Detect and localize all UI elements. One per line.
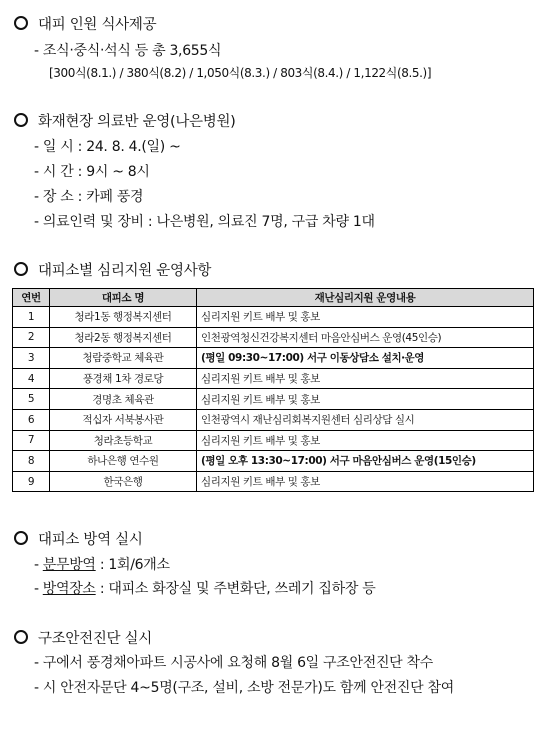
row-shelter-name: 하나은행 연수원 bbox=[50, 451, 197, 472]
table-row bbox=[13, 451, 534, 472]
header-no: 연번 bbox=[13, 289, 50, 307]
shelter-support-table bbox=[12, 288, 534, 492]
disinfection-method-line: - 분무방역 : 1회/6개소 bbox=[34, 557, 170, 573]
medical-staff-line: - 의료인력 및 장비 : 나은병원, 의료진 7명, 구급 차량 1대 bbox=[34, 214, 375, 230]
row-shelter-name: 경명초 체육관 bbox=[50, 389, 197, 410]
row-no: 7 bbox=[13, 430, 50, 451]
row-shelter-name: 청라초등학교 bbox=[50, 430, 197, 451]
structural-safety-line-1: - 구에서 풍경채아파트 시공사에 요청해 8월 6일 구조안전진단 착수 bbox=[34, 655, 433, 671]
row-shelter-name: 청라2동 행정복지센터 bbox=[50, 327, 197, 348]
circle-bullet-icon bbox=[14, 16, 28, 30]
structural-safety-line-2: - 시 안전자문단 4~5명(구조, 설비, 소방 전문가)도 함께 안전진단 참여 bbox=[34, 680, 454, 696]
row-no: 9 bbox=[13, 471, 50, 492]
row-shelter-name: 청람중학교 체육관 bbox=[50, 348, 197, 369]
section-heading-psych-support: 대피소별 심리지원 운영사항 bbox=[14, 259, 211, 280]
table-row bbox=[13, 368, 534, 389]
row-support-content: 심리지원 키트 배부 및 홍보 bbox=[197, 389, 534, 410]
medical-place-line: - 장 소 : 카페 풍경 bbox=[34, 189, 144, 205]
disinfection-place-label: 방역장소 bbox=[42, 581, 96, 597]
row-shelter-name: 한국은행 bbox=[50, 471, 197, 492]
circle-bullet-icon bbox=[14, 630, 28, 644]
row-no: 8 bbox=[13, 451, 50, 472]
row-support-content: 심리지원 키트 배부 및 홍보 bbox=[197, 471, 534, 492]
row-no: 3 bbox=[13, 348, 50, 369]
medical-time-line: - 시 간 : 9시 ~ 8시 bbox=[34, 164, 150, 180]
row-no: 1 bbox=[13, 307, 50, 328]
header-shelter-name: 대피소 명 bbox=[50, 289, 197, 307]
circle-bullet-icon bbox=[14, 113, 28, 127]
row-shelter-name: 청라1동 행정복지센터 bbox=[50, 307, 197, 328]
row-no: 2 bbox=[13, 327, 50, 348]
row-shelter-name: 풍경채 1차 경로당 bbox=[50, 368, 197, 389]
table-row bbox=[13, 430, 534, 451]
row-support-content: 심리지원 키트 배부 및 홍보 bbox=[197, 368, 534, 389]
row-no: 4 bbox=[13, 368, 50, 389]
disinfection-place-line: - 방역장소 : 대피소 화장실 및 주변화단, 쓰레기 집하장 등 bbox=[34, 581, 376, 597]
row-support-content: 심리지원 키트 배부 및 홍보 bbox=[197, 430, 534, 451]
row-support-content: 인천광역시 재난심리회복지원센터 심리상담 실시 bbox=[197, 409, 534, 430]
disinfection-method-value: : 1회/6개소 bbox=[95, 557, 170, 573]
meals-breakdown-line: [300식(8.1.) / 380식(8.2) / 1,050식(8.3.) / 803식(8.4.) / 1,122식(8.5.)] bbox=[49, 66, 432, 80]
disinfection-place-value: : 대피소 화장실 및 주변화단, 쓰레기 집하장 등 bbox=[95, 581, 376, 597]
table-row bbox=[13, 327, 534, 348]
table-row bbox=[13, 348, 534, 369]
disinfection-method-label: 분무방역 bbox=[42, 557, 96, 573]
section-heading-medical: 화재현장 의료반 운영(나은병원) bbox=[14, 110, 236, 131]
table-row bbox=[13, 409, 534, 430]
section-heading-structural-safety: 구조안전진단 실시 bbox=[14, 627, 152, 648]
row-shelter-name: 적십자 서북봉사관 bbox=[50, 409, 197, 430]
row-support-content: (평일 09:30~17:00) 서구 이동상담소 설치‧운영 bbox=[197, 348, 534, 369]
header-support-content: 재난심리지원 운영내용 bbox=[197, 289, 534, 307]
table-header-row bbox=[13, 289, 534, 307]
table-row bbox=[13, 471, 534, 492]
row-support-content: (평일 오후 13:30~17:00) 서구 마음안심버스 운영(15인승) bbox=[197, 451, 534, 472]
table-row bbox=[13, 389, 534, 410]
row-no: 6 bbox=[13, 409, 50, 430]
meals-total-line: - 조식‧중식‧석식 등 총 3,655식 bbox=[34, 43, 222, 59]
circle-bullet-icon bbox=[14, 531, 28, 545]
row-support-content: 인천광역청신건강복지센터 마음안심버스 운영(45인승) bbox=[197, 327, 534, 348]
section-heading-meals: 대피 인원 식사제공 bbox=[14, 13, 156, 34]
table-row bbox=[13, 307, 534, 328]
section-heading-disinfection: 대피소 방역 실시 bbox=[14, 528, 143, 549]
circle-bullet-icon bbox=[14, 262, 28, 276]
row-support-content: 심리지원 키트 배부 및 홍보 bbox=[197, 307, 534, 328]
row-no: 5 bbox=[13, 389, 50, 410]
medical-date-line: - 일 시 : 24. 8. 4.(일) ~ bbox=[34, 139, 181, 155]
